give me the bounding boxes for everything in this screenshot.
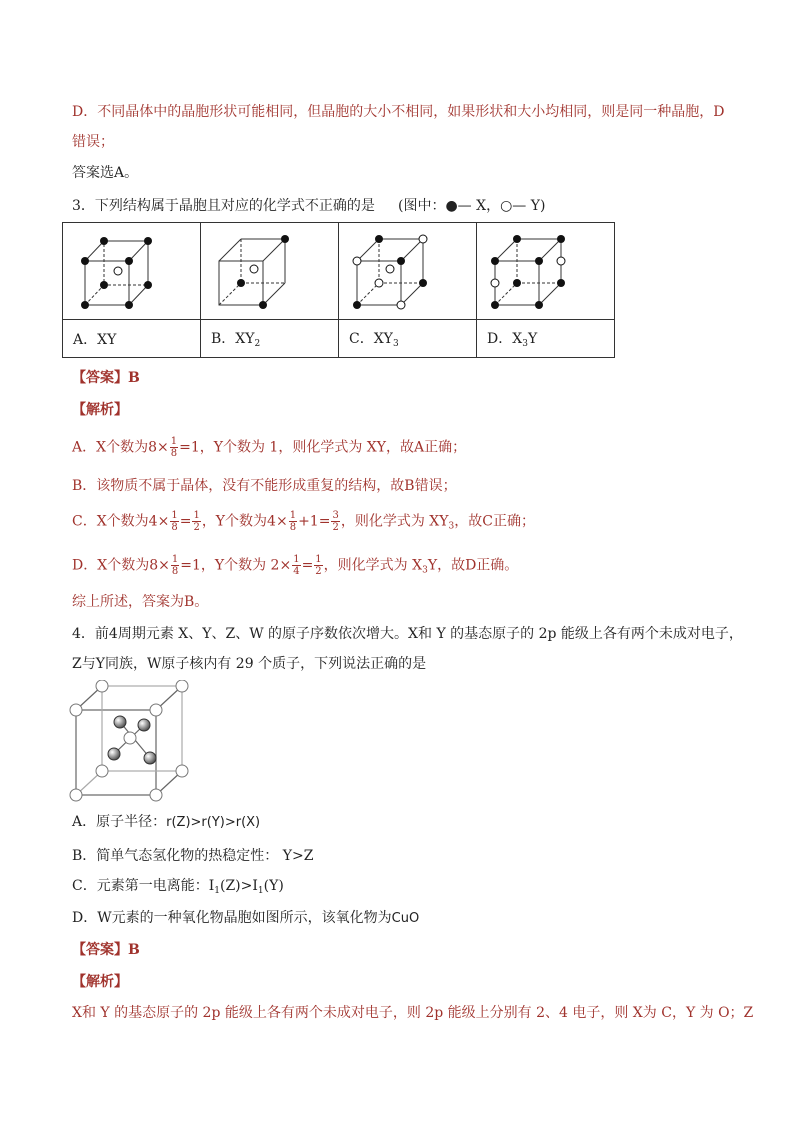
question-3-text: 3．下列结构属于晶胞且对应的化学式不正确的是 <box>72 198 375 214</box>
q3-summary: 综上所述，答案为B。 <box>72 594 209 610</box>
question-3-legend: (图中：●— X，○— Y) <box>398 198 546 214</box>
prev-option-d-line2: 错误； <box>72 134 114 150</box>
q4-option-a: A．原子半径：r(Z)>r(Y)>r(X) <box>72 814 261 830</box>
q4-answer-tag: 【答案】B <box>72 942 140 958</box>
option-b-label: B．$XY_2$ <box>201 320 339 358</box>
prev-option-d-line1: D．不同晶体中的晶胞形状可能相同，但晶胞的大小不相同，如果形状和大小均相同，则是同一种晶胞，D <box>72 104 725 120</box>
analysis-d: D．X个数为8× $\frac{1}{8}$ =1，Y个数为 2× $\frac{1}{4}$ = $\frac{1}{2}$ ，则化学式为 $X_3Y$，故D正确。 <box>72 554 519 577</box>
cube-option-b <box>201 223 339 320</box>
cube-option-a <box>63 223 201 320</box>
cube-d-icon <box>477 223 614 319</box>
cube-option-c <box>339 223 477 320</box>
cube-c-icon <box>339 223 476 319</box>
q4-analysis-text: X和 Y 的基态原子的 2p 能级上各有两个未成对电子，则 2p 能级上分别有 2、4 电子，则 X为 C，Y 为 O；Z <box>72 1005 754 1021</box>
analysis-a: A．X个数为8× $\frac{1}{8}$ =1，Y个数为 1，则化学式为 XY，故A正确； <box>72 436 467 459</box>
q4-analysis-tag: 【解析】 <box>72 974 128 990</box>
question-4-line2: Z与Y同族，W原子核内有 29 个质子，下列说法正确的是 <box>72 656 427 672</box>
cuo-unit-cell-icon <box>66 680 196 810</box>
option-a-label: A．XY <box>63 320 201 358</box>
cube-option-d <box>477 223 615 320</box>
q4-option-c: C．元素第一电离能：$I_1(Z)>I_1(Y)$ <box>72 878 284 896</box>
analysis-b: B．该物质不属于晶体，没有不能形成重复的结构，故B错误； <box>72 478 457 494</box>
q4-option-d: D．W元素的一种氧化物晶胞如图所示，该氧化物为CuO <box>72 910 420 926</box>
option-c-label: C．$XY_3$ <box>339 320 477 358</box>
question-4-line1: 4．前4周期元素 X、Y、Z、W 的原子序数依次增大。X和 Y 的基态原子的 2p 能级上各有两个未成对电子， <box>72 626 743 642</box>
cube-b-icon <box>201 223 338 319</box>
prev-answer: 答案选A。 <box>72 165 139 181</box>
q3-options-table <box>62 222 615 358</box>
cube-a-icon <box>63 223 200 319</box>
option-d-label: D．$X_3Y$ <box>477 320 615 358</box>
q3-answer-tag: 【答案】B <box>72 370 140 386</box>
q3-analysis-tag: 【解析】 <box>72 402 128 418</box>
analysis-c: C．X个数为4× $\frac{1}{8}$ = $\frac{1}{2}$ ，Y个数为4× $\frac{1}{8}$ +1= $\frac{3}{2}$ ，则化学式为 $XY_3$，故C正确； <box>72 510 535 533</box>
q4-option-b: B．简单气态氢化物的热稳定性： Y>Z <box>72 848 314 864</box>
